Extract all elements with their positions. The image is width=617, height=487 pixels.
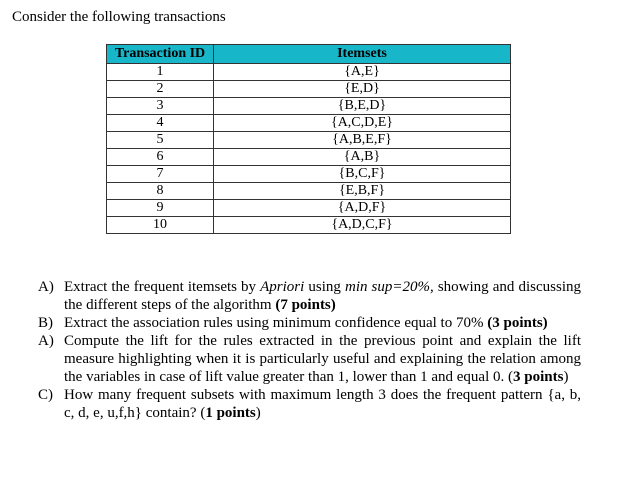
itemset-cell: {E,B,F}	[214, 183, 511, 200]
question-text-segment: , showing and discussing the different steps of the algorithm	[64, 279, 581, 313]
table-row	[107, 149, 511, 166]
question-item	[38, 314, 581, 332]
question-text-segment: using	[304, 279, 345, 295]
transactions-table	[106, 44, 511, 234]
table-row	[107, 98, 511, 115]
transaction-id-cell: 10	[107, 217, 214, 234]
table-row	[107, 132, 511, 149]
question-text-segment: 1 points	[205, 405, 256, 421]
question-text-segment: Apriori	[260, 279, 305, 295]
transaction-id-cell: 5	[107, 132, 214, 149]
questions-list	[38, 278, 581, 422]
question-letter: A)	[38, 279, 54, 295]
itemset-cell: {A,B,E,F}	[214, 132, 511, 149]
table-header-row	[107, 45, 511, 64]
itemset-cell: {A,B}	[214, 149, 511, 166]
question-text-segment: Compute the lift for the rules extracted in the previous point and explain the lift measure highlighting when it is particularly useful and explaining the relation among the variables in case of lift value greater than 1, lower than 1 and equal 0. (	[64, 333, 581, 385]
table-row	[107, 81, 511, 98]
header-transaction-id: Transaction ID	[107, 45, 214, 64]
transaction-id-cell: 1	[107, 64, 214, 81]
question-letter: C)	[38, 387, 53, 403]
itemset-cell: {E,D}	[214, 81, 511, 98]
itemset-cell: {A,C,D,E}	[214, 115, 511, 132]
transaction-id-cell: 2	[107, 81, 214, 98]
transaction-id-cell: 3	[107, 98, 214, 115]
question-text-segment: (7 points)	[275, 297, 336, 313]
question-text-segment: How many frequent subsets with maximum length 3 does the frequent pattern {a, b, c, d, e, u,f,h} contain? (	[64, 387, 581, 421]
intro-text: Consider the following transactions	[12, 9, 226, 25]
transaction-id-cell: 4	[107, 115, 214, 132]
transaction-id-cell: 6	[107, 149, 214, 166]
question-text-segment: 3 points	[513, 369, 564, 385]
question-text-segment: )	[563, 369, 569, 385]
question-text-segment: Extract the frequent itemsets by	[64, 279, 261, 295]
question-item	[38, 278, 581, 314]
question-item	[38, 332, 581, 386]
header-itemsets: Itemsets	[214, 45, 511, 64]
table-row	[107, 183, 511, 200]
transaction-id-cell: 7	[107, 166, 214, 183]
question-letter: B)	[38, 315, 53, 331]
question-text-segment: Extract the association rules using minimum confidence equal to 70%	[64, 315, 488, 331]
table-row	[107, 200, 511, 217]
question-text-segment: min sup=20%	[344, 279, 431, 295]
table-row	[107, 217, 511, 234]
table-row	[107, 115, 511, 132]
itemset-cell: {B,E,D}	[214, 98, 511, 115]
itemset-cell: {A,E}	[214, 64, 511, 81]
itemset-cell: {A,D,C,F}	[214, 217, 511, 234]
question-letter: A)	[38, 333, 54, 349]
itemset-cell: {B,C,F}	[214, 166, 511, 183]
question-text-segment: (3 points)	[487, 315, 548, 331]
question-text-segment: )	[255, 405, 261, 421]
itemset-cell: {A,D,F}	[214, 200, 511, 217]
table-row	[107, 166, 511, 183]
question-item	[38, 386, 581, 422]
transaction-id-cell: 8	[107, 183, 214, 200]
table-row	[107, 64, 511, 81]
transaction-id-cell: 9	[107, 200, 214, 217]
